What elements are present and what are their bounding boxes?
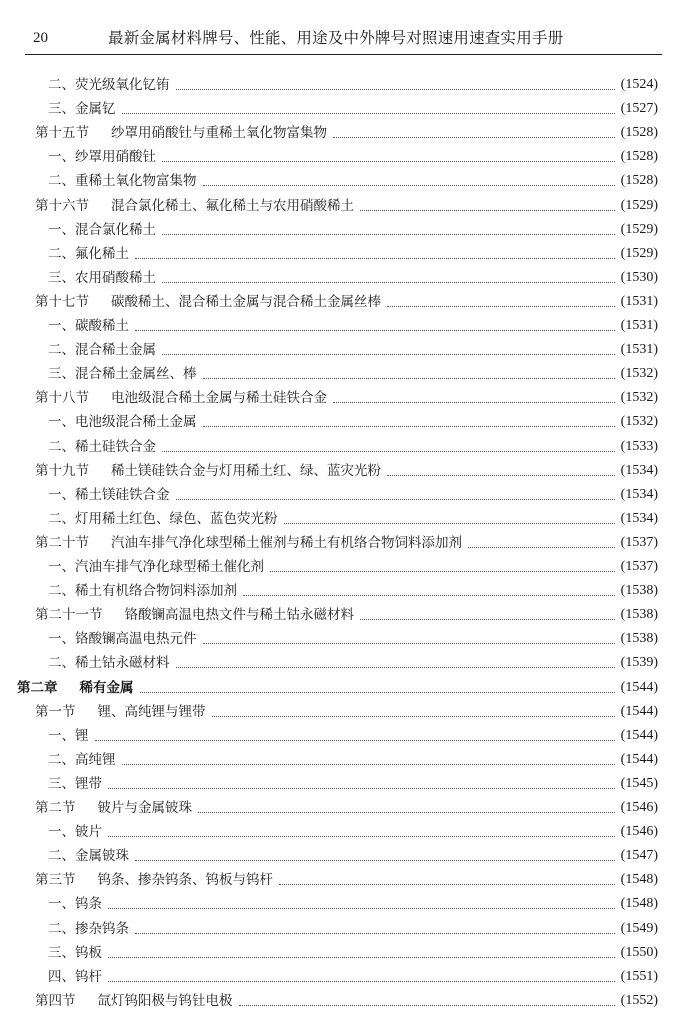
section-title: 混合氯化稀土、氟化稀土与农用硝酸稀土 xyxy=(111,197,354,214)
dot-leader xyxy=(162,282,615,283)
toc-section-row xyxy=(35,458,658,480)
dot-leader xyxy=(162,354,615,355)
toc-item-row xyxy=(48,409,658,431)
toc-item-title: 一、纱罩用硝酸钍 xyxy=(48,149,156,166)
toc-section-row xyxy=(35,699,658,721)
toc-item-title: 二、稀土硅铁合金 xyxy=(48,438,156,455)
section-title: 铍片与金属铍珠 xyxy=(97,800,192,816)
dot-leader xyxy=(387,475,615,476)
toc-entry-label xyxy=(48,654,170,672)
dot-leader xyxy=(387,306,615,307)
toc-entry-label xyxy=(48,895,102,913)
toc-entry-label xyxy=(48,245,129,263)
section-number: 第三节 xyxy=(35,872,76,889)
toc-item-row xyxy=(48,506,658,528)
toc-item-row xyxy=(48,747,658,769)
toc-item-row xyxy=(48,964,658,986)
toc-item-title: 二、混合稀土金属 xyxy=(48,342,156,359)
toc-item-title: 二、荧光级氧化钇铕 xyxy=(48,77,170,93)
toc-item-title: 一、锂 xyxy=(48,727,89,744)
toc-page-number: (1534) xyxy=(620,462,658,478)
toc-page-number: (1528) xyxy=(620,149,658,165)
toc-page-number: (1531) xyxy=(620,342,658,358)
toc-item-row xyxy=(48,265,658,287)
toc-entry-label xyxy=(48,269,156,287)
toc-page-number: (1530) xyxy=(620,269,658,285)
toc-page-number: (1533) xyxy=(620,438,658,454)
dot-leader xyxy=(135,860,615,861)
toc-item-title: 一、混合氯化稀土 xyxy=(48,221,156,238)
toc-item-row xyxy=(48,96,658,118)
page-header xyxy=(0,0,680,58)
toc-entry-label xyxy=(48,558,264,576)
toc-section-row xyxy=(35,120,658,142)
dot-leader xyxy=(108,836,615,837)
section-number: 第二节 xyxy=(35,800,76,816)
toc-item-row xyxy=(48,843,658,865)
section-title: 钨条、掺杂钨条、钨板与钨杆 xyxy=(97,872,273,889)
toc-item-row xyxy=(48,361,658,383)
toc-page-number: (1534) xyxy=(620,510,658,526)
toc-item-row xyxy=(48,434,658,456)
section-title: 铬酸镧高温电热文件与稀土钴永磁材料 xyxy=(124,607,354,624)
section-number: 第十六节 xyxy=(35,197,89,214)
toc-entry-label xyxy=(48,413,197,431)
toc-item-row xyxy=(48,313,658,335)
section-title: 锂、高纯锂与锂带 xyxy=(97,703,206,720)
toc-page-number: (1537) xyxy=(620,534,658,550)
toc-page-number: (1548) xyxy=(620,872,658,888)
toc-item-title: 三、锂带 xyxy=(48,775,102,792)
toc-entry-label xyxy=(35,606,354,624)
toc-entry-label xyxy=(48,751,116,769)
dot-leader xyxy=(360,619,615,620)
toc-page-number: (1546) xyxy=(620,824,658,840)
dot-leader xyxy=(162,161,615,162)
toc-item-row xyxy=(48,578,658,600)
toc-item-row xyxy=(48,891,658,913)
toc-item-title: 一、电池级混合稀土金属 xyxy=(48,414,197,431)
dot-leader xyxy=(162,451,615,452)
toc-item-row xyxy=(48,771,658,793)
toc-page-number: (1539) xyxy=(620,655,658,671)
toc-page-number: (1529) xyxy=(620,245,658,261)
dot-leader xyxy=(239,1005,615,1006)
dot-leader xyxy=(108,957,615,958)
toc-entry-label xyxy=(48,341,156,359)
dot-leader xyxy=(135,933,615,934)
toc-item-title: 二、掺杂钨条 xyxy=(48,920,129,937)
toc-item-row xyxy=(48,650,658,672)
toc-item-title: 二、灯用稀土红色、绿色、蓝色荧光粉 xyxy=(48,510,278,527)
section-number: 第十五节 xyxy=(35,125,89,142)
toc-page-number: (1531) xyxy=(620,318,658,333)
toc-page-number: (1544) xyxy=(620,751,658,767)
toc-entry-label xyxy=(48,172,197,190)
dot-leader xyxy=(140,692,615,693)
dot-leader xyxy=(122,764,615,765)
toc-section-row xyxy=(35,867,658,889)
dot-leader xyxy=(122,113,615,114)
toc-item-title: 一、铬酸镧高温电热元件 xyxy=(48,631,197,648)
toc-item-row xyxy=(48,723,658,745)
toc-entry-label xyxy=(48,920,129,938)
section-title: 电池级混合稀土金属与稀土硅铁合金 xyxy=(111,390,327,407)
toc-item-title: 二、高纯锂 xyxy=(48,751,116,768)
section-number: 第二十一节 xyxy=(35,607,103,624)
section-number: 第一节 xyxy=(35,703,76,720)
toc-entry-label xyxy=(48,148,156,166)
toc-page-number: (1527) xyxy=(620,101,658,117)
toc-entry-label xyxy=(48,775,102,793)
toc-entry-label xyxy=(35,703,206,721)
section-title: 碳酸稀土、混合稀土金属与混合稀土金属丝棒 xyxy=(111,293,381,310)
dot-leader xyxy=(108,908,615,909)
toc-page-number: (1548) xyxy=(620,896,658,912)
toc-item-title: 一、汽油车排气净化球型稀土催化剂 xyxy=(48,559,264,575)
toc-page-number: (1532) xyxy=(620,366,658,382)
toc-entry-label xyxy=(48,823,102,841)
section-title: 汽油车排气净化球型稀土催剂与稀土有机络合物饲料添加剂 xyxy=(111,534,462,551)
toc-page-number: (1547) xyxy=(620,848,658,864)
toc-item-row xyxy=(48,241,658,263)
section-number: 第十七节 xyxy=(35,293,89,310)
toc-section-row xyxy=(35,795,658,817)
toc-page-number: (1528) xyxy=(620,173,658,189)
toc-page-number: (1532) xyxy=(620,414,658,430)
dot-leader xyxy=(270,571,615,572)
toc-item-title: 二、氟化稀土 xyxy=(48,245,129,262)
toc-entry-label xyxy=(48,727,89,745)
toc-page-number: (1549) xyxy=(620,920,658,936)
dot-leader xyxy=(135,258,615,259)
section-title: 纱罩用硝酸钍与重稀土氧化物富集物 xyxy=(111,125,327,142)
toc-item-row xyxy=(48,217,658,239)
toc-item-row xyxy=(48,337,658,359)
toc-item-title: 三、钨板 xyxy=(48,944,102,961)
toc-page-number: (1531) xyxy=(620,293,658,309)
dot-leader xyxy=(203,185,615,186)
toc-page-number: (1529) xyxy=(620,197,658,213)
running-title: 最新金属材料牌号、性能、用途及中外牌号对照速用速查实用手册 xyxy=(108,29,564,47)
toc-page-number: (1544) xyxy=(620,727,658,743)
dot-leader xyxy=(360,210,615,211)
section-number: 第十八节 xyxy=(35,390,89,407)
toc-item-title: 四、钨杆 xyxy=(48,968,102,985)
dot-leader xyxy=(162,234,615,235)
toc-entry-label xyxy=(48,847,129,865)
toc-entry-label xyxy=(48,510,278,528)
toc-item-row xyxy=(48,626,658,648)
chapter-number: 第二章 xyxy=(17,679,58,696)
dot-leader xyxy=(284,523,615,524)
toc-item-title: 三、混合稀土金属丝、棒 xyxy=(48,366,197,383)
toc-entry-label xyxy=(35,197,354,215)
toc-page-number: (1552) xyxy=(620,992,658,1008)
toc-entry-label xyxy=(35,799,192,817)
toc-page-number: (1532) xyxy=(620,390,658,406)
toc-section-row xyxy=(35,602,658,624)
toc-chapter-row xyxy=(17,675,658,697)
toc-item-title: 三、农用硝酸稀土 xyxy=(48,269,156,286)
dot-leader xyxy=(203,426,615,427)
toc-entry-label xyxy=(48,221,156,239)
toc-entry-label xyxy=(35,293,381,311)
toc-page-number: (1529) xyxy=(620,221,658,237)
dot-leader xyxy=(212,716,615,717)
toc-page-number: (1534) xyxy=(620,486,658,502)
toc-item-row xyxy=(48,916,658,938)
toc-item-row xyxy=(48,554,658,576)
toc-entry-label xyxy=(48,944,102,962)
toc-item-row xyxy=(48,819,658,841)
dot-leader xyxy=(135,330,615,331)
toc-item-title: 二、金属铍珠 xyxy=(48,848,129,865)
dot-leader xyxy=(176,499,615,500)
toc-item-row xyxy=(48,482,658,504)
toc-item-row xyxy=(48,940,658,962)
toc-page-number: (1544) xyxy=(620,679,658,695)
toc-page-number: (1550) xyxy=(620,944,658,960)
chapter-title: 稀有金属 xyxy=(79,679,134,696)
toc-entry-label xyxy=(48,100,116,118)
toc-page-number: (1538) xyxy=(620,583,658,599)
toc-item-title: 三、金属钇 xyxy=(48,101,116,118)
dot-leader xyxy=(468,547,615,548)
toc-entry-label xyxy=(17,679,134,697)
toc-entry-label xyxy=(48,968,102,986)
section-number: 第十九节 xyxy=(35,462,89,479)
dot-leader xyxy=(333,402,615,403)
toc-entry-label xyxy=(48,365,197,383)
toc-item-row xyxy=(48,144,658,166)
toc-section-row xyxy=(35,530,658,552)
dot-leader xyxy=(176,667,615,668)
toc-item-title: 二、稀土有机络合物饲料添加剂 xyxy=(48,583,237,600)
toc-item-title: 一、钨条 xyxy=(48,896,102,913)
section-title: 氙灯钨阳极与钨钍电极 xyxy=(97,992,233,1009)
toc-page-number: (1538) xyxy=(620,607,658,623)
toc-entry-label xyxy=(48,630,197,648)
toc-section-row xyxy=(35,193,658,215)
toc-entry-label xyxy=(35,389,327,407)
toc-item-title: 二、稀土钴永磁材料 xyxy=(48,655,170,672)
toc-page-number: (1537) xyxy=(620,559,658,574)
toc-section-row xyxy=(35,988,658,1010)
toc-page-number: (1551) xyxy=(620,968,658,984)
toc-entry-label xyxy=(48,317,129,335)
toc-entry-label xyxy=(48,76,170,94)
toc-section-row xyxy=(35,289,658,311)
toc-item-row xyxy=(48,72,658,94)
toc-item-title: 一、碳酸稀土 xyxy=(48,318,129,334)
dot-leader xyxy=(108,788,615,789)
toc-entry-label xyxy=(35,871,273,889)
toc-section-row xyxy=(35,385,658,407)
toc-entry-label xyxy=(48,582,237,600)
dot-leader xyxy=(176,89,615,90)
toc-entry-label xyxy=(48,438,156,456)
dot-leader xyxy=(203,378,615,379)
section-title: 稀土镁硅铁合金与灯用稀土红、绿、蓝灾光粉 xyxy=(111,462,381,479)
dot-leader xyxy=(108,981,615,982)
page-number: 20 xyxy=(33,30,48,46)
toc-page-number: (1546) xyxy=(620,800,658,815)
toc-page-number: (1528) xyxy=(620,125,658,141)
dot-leader xyxy=(203,643,615,644)
dot-leader xyxy=(333,137,615,138)
toc-entry-label xyxy=(48,486,170,504)
toc-entry-label xyxy=(35,124,327,142)
toc-item-row xyxy=(48,168,658,190)
dot-leader xyxy=(279,884,615,885)
section-number: 第四节 xyxy=(35,992,76,1009)
toc-page-number: (1545) xyxy=(620,775,658,791)
toc-entry-label xyxy=(35,462,381,480)
toc-page-number: (1538) xyxy=(620,631,658,647)
toc-item-title: 一、铍片 xyxy=(48,824,102,841)
toc-item-title: 一、稀土镁硅铁合金 xyxy=(48,486,170,503)
toc-item-title: 二、重稀土氧化物富集物 xyxy=(48,173,197,190)
header-rule xyxy=(25,54,662,55)
section-number: 第二十节 xyxy=(35,534,89,551)
toc-page-number: (1544) xyxy=(620,703,658,719)
dot-leader xyxy=(243,595,615,596)
dot-leader xyxy=(198,812,615,813)
toc-page-number: (1524) xyxy=(620,77,658,92)
dot-leader xyxy=(95,740,615,741)
toc-entry-label xyxy=(35,992,233,1010)
toc-entry-label xyxy=(35,534,462,552)
